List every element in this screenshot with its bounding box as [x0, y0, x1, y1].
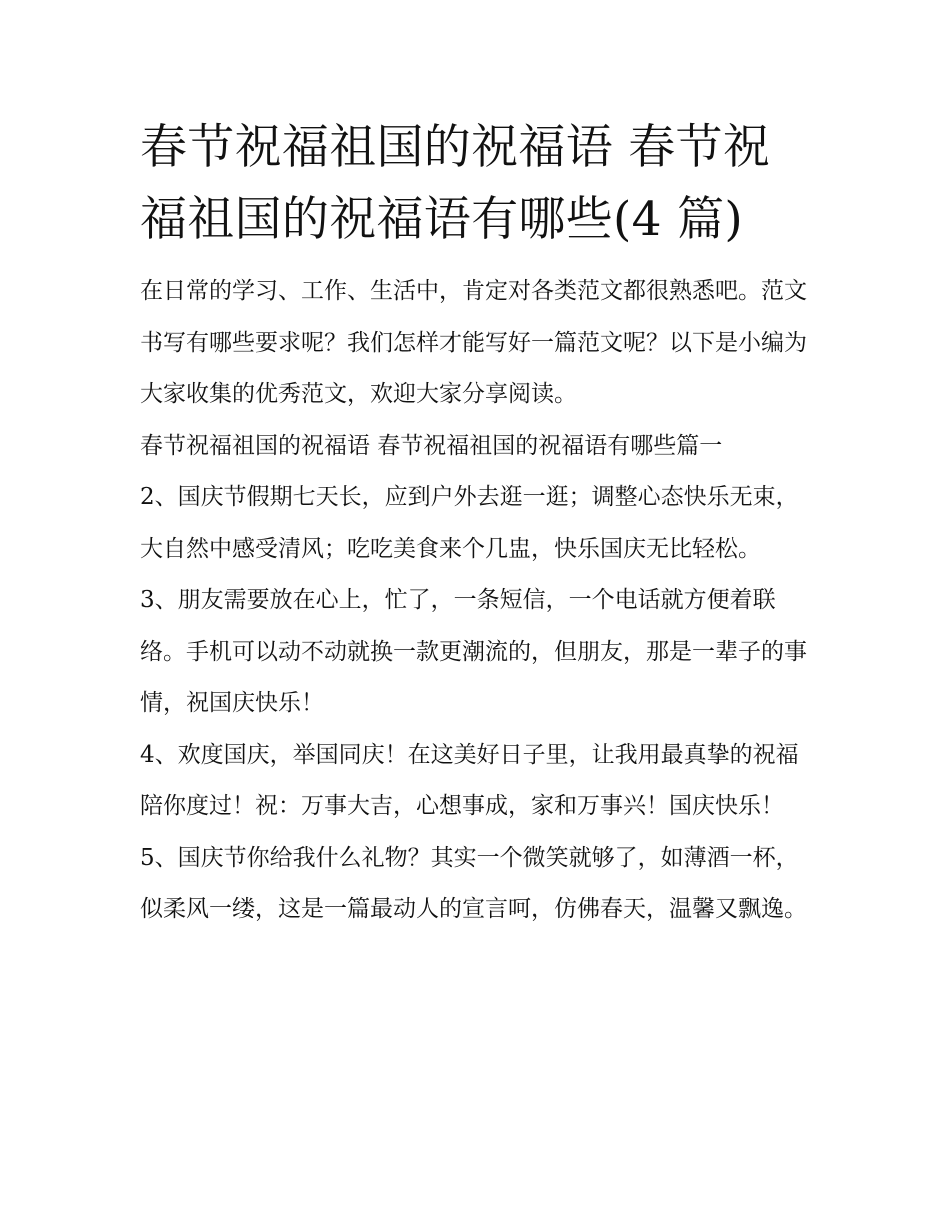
list-item: 4、欢度国庆，举国同庆！在这美好日子里，让我用最真挚的祝福陪你度过！祝：万事大吉，心想事成，家和万事兴！国庆快乐！ [140, 741, 799, 819]
list-item: 3、朋友需要放在心上，忙了，一条短信，一个电话就方便着联络。手机可以动不动就换一款更潮流的，但朋友，那是一辈子的事情，祝国庆快乐！ [140, 587, 807, 716]
document-title: 春节祝福祖国的祝福语 春节祝福祖国的祝福语有哪些(4 篇) [140, 120, 771, 247]
list-item: 5、国庆节你给我什么礼物？其实一个微笑就够了，如薄酒一杯，似柔风一缕，这是一篇最动人的宣言呵，仿佛春天，温馨又飘逸。 [140, 844, 807, 922]
section-heading: 春节祝福祖国的祝福语 春节祝福祖国的祝福语有哪些篇一 [140, 432, 723, 459]
intro-paragraph: 在日常的学习、工作、生活中，肯定对各类范文都很熟悉吧。范文书写有哪些要求呢？我们怎样才能写好一篇范文呢？以下是小编为大家收集的优秀范文，欢迎大家分享阅读。 [140, 278, 807, 407]
list-item: 2、国庆节假期七天长，应到户外去逛一逛；调整心态快乐无束，大自然中感受清风；吃吃美食来个几盅，快乐国庆无比轻松。 [140, 484, 799, 562]
document-page [140, 112, 812, 936]
